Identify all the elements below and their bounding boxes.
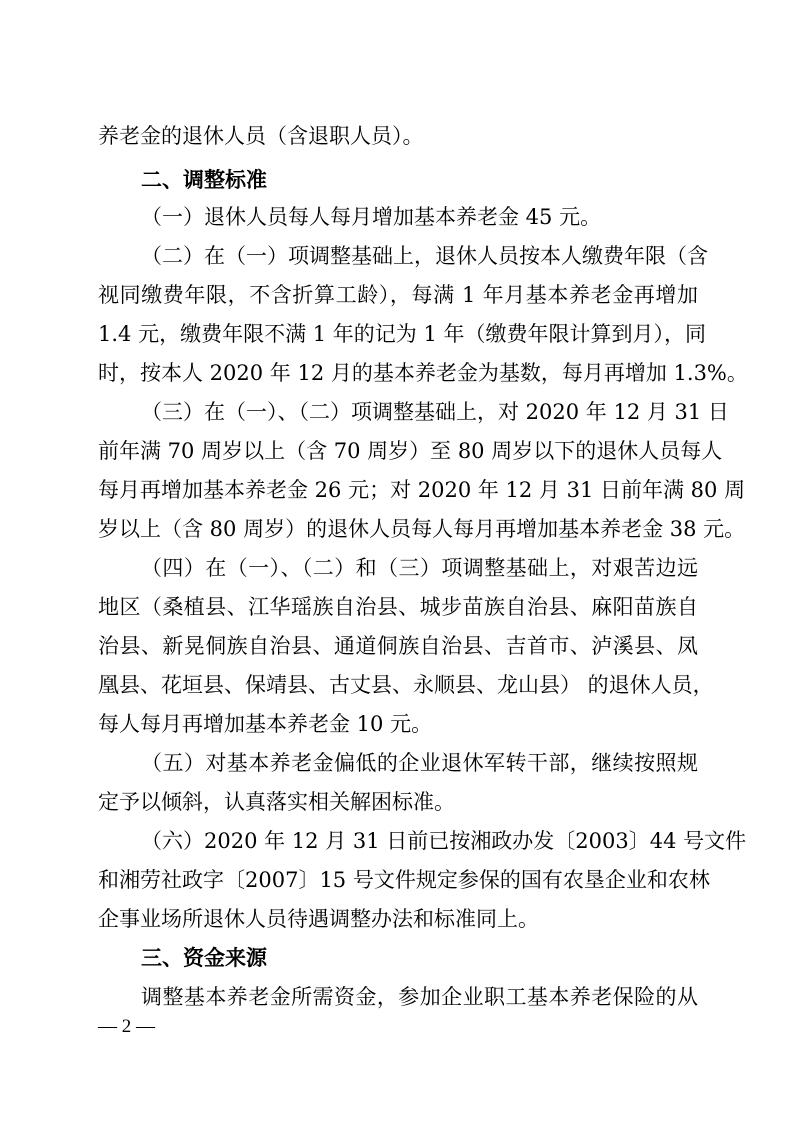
paragraph-line: （五）对基本养老金偏低的企业退休军转干部，继续按照规 bbox=[141, 751, 698, 775]
paragraph-line: 岁以上（含 80 周岁）的退休人员每人每月再增加基本养老金 38 元。 bbox=[98, 517, 746, 541]
paragraph-line: 和湘劳社政字〔2007〕15 号文件规定参保的国有农垦企业和农林 bbox=[98, 868, 710, 892]
paragraph-line: 时，按本人 2020 年 12 月的基本养老金为基数，每月再增加 1.3%。 bbox=[98, 361, 748, 385]
paragraph-line: 治县、新晃侗族自治县、通道侗族自治县、吉首市、泸溪县、凤 bbox=[98, 634, 698, 658]
paragraph-line: （四）在（一）、（二）和（三）项调整基础上，对艰苦边远 bbox=[141, 556, 698, 580]
paragraph-line: 每月再增加基本养老金 26 元；对 2020 年 12 月 31 日前年满 80 周 bbox=[98, 478, 746, 502]
paragraph-line: 定予以倾斜，认真落实相关解困标准。 bbox=[98, 790, 455, 814]
paragraph-line: 调整基本养老金所需资金，参加企业职工基本养老保险的从 bbox=[141, 985, 698, 1009]
paragraph-line: 前年满 70 周岁以上（含 70 周岁）至 80 周岁以下的退休人员每人 bbox=[98, 439, 723, 463]
section-heading-adjustment-standard: 二、调整标准 bbox=[141, 168, 267, 192]
paragraph-line: （一）退休人员每人每月增加基本养老金 45 元。 bbox=[141, 205, 602, 229]
paragraph-line: （二）在（一）项调整基础上，退休人员按本人缴费年限（含 bbox=[141, 244, 708, 268]
section-heading-funding-source: 三、资金来源 bbox=[141, 946, 267, 970]
page-number: — 2 — bbox=[98, 1016, 155, 1037]
paragraph-line: 视同缴费年限，不含折算工龄），每满 1 年月基本养老金再增加 bbox=[98, 283, 698, 307]
paragraph-line: 养老金的退休人员（含退职人员）。 bbox=[98, 124, 424, 148]
paragraph-line: 凰县、花垣县、保靖县、古丈县、永顺县、龙山县） 的退休人员， bbox=[98, 673, 714, 697]
paragraph-line: 地区（桑植县、江华瑶族自治县、城步苗族自治县、麻阳苗族自 bbox=[98, 595, 698, 619]
paragraph-line: （三）在（一）、（二）项调整基础上，对 2020 年 12 月 31 日 bbox=[141, 400, 729, 424]
paragraph-line: 1.4 元，缴费年限不满 1 年的记为 1 年（缴费年限计算到月），同 bbox=[98, 322, 706, 346]
paragraph-line: 每人每月再增加基本养老金 10 元。 bbox=[98, 712, 433, 736]
paragraph-line: （六）2020 年 12 月 31 日前已按湘政办发〔2003〕44 号文件 bbox=[141, 829, 747, 853]
paragraph-line: 企事业场所退休人员待遇调整办法和标准同上。 bbox=[98, 907, 539, 931]
